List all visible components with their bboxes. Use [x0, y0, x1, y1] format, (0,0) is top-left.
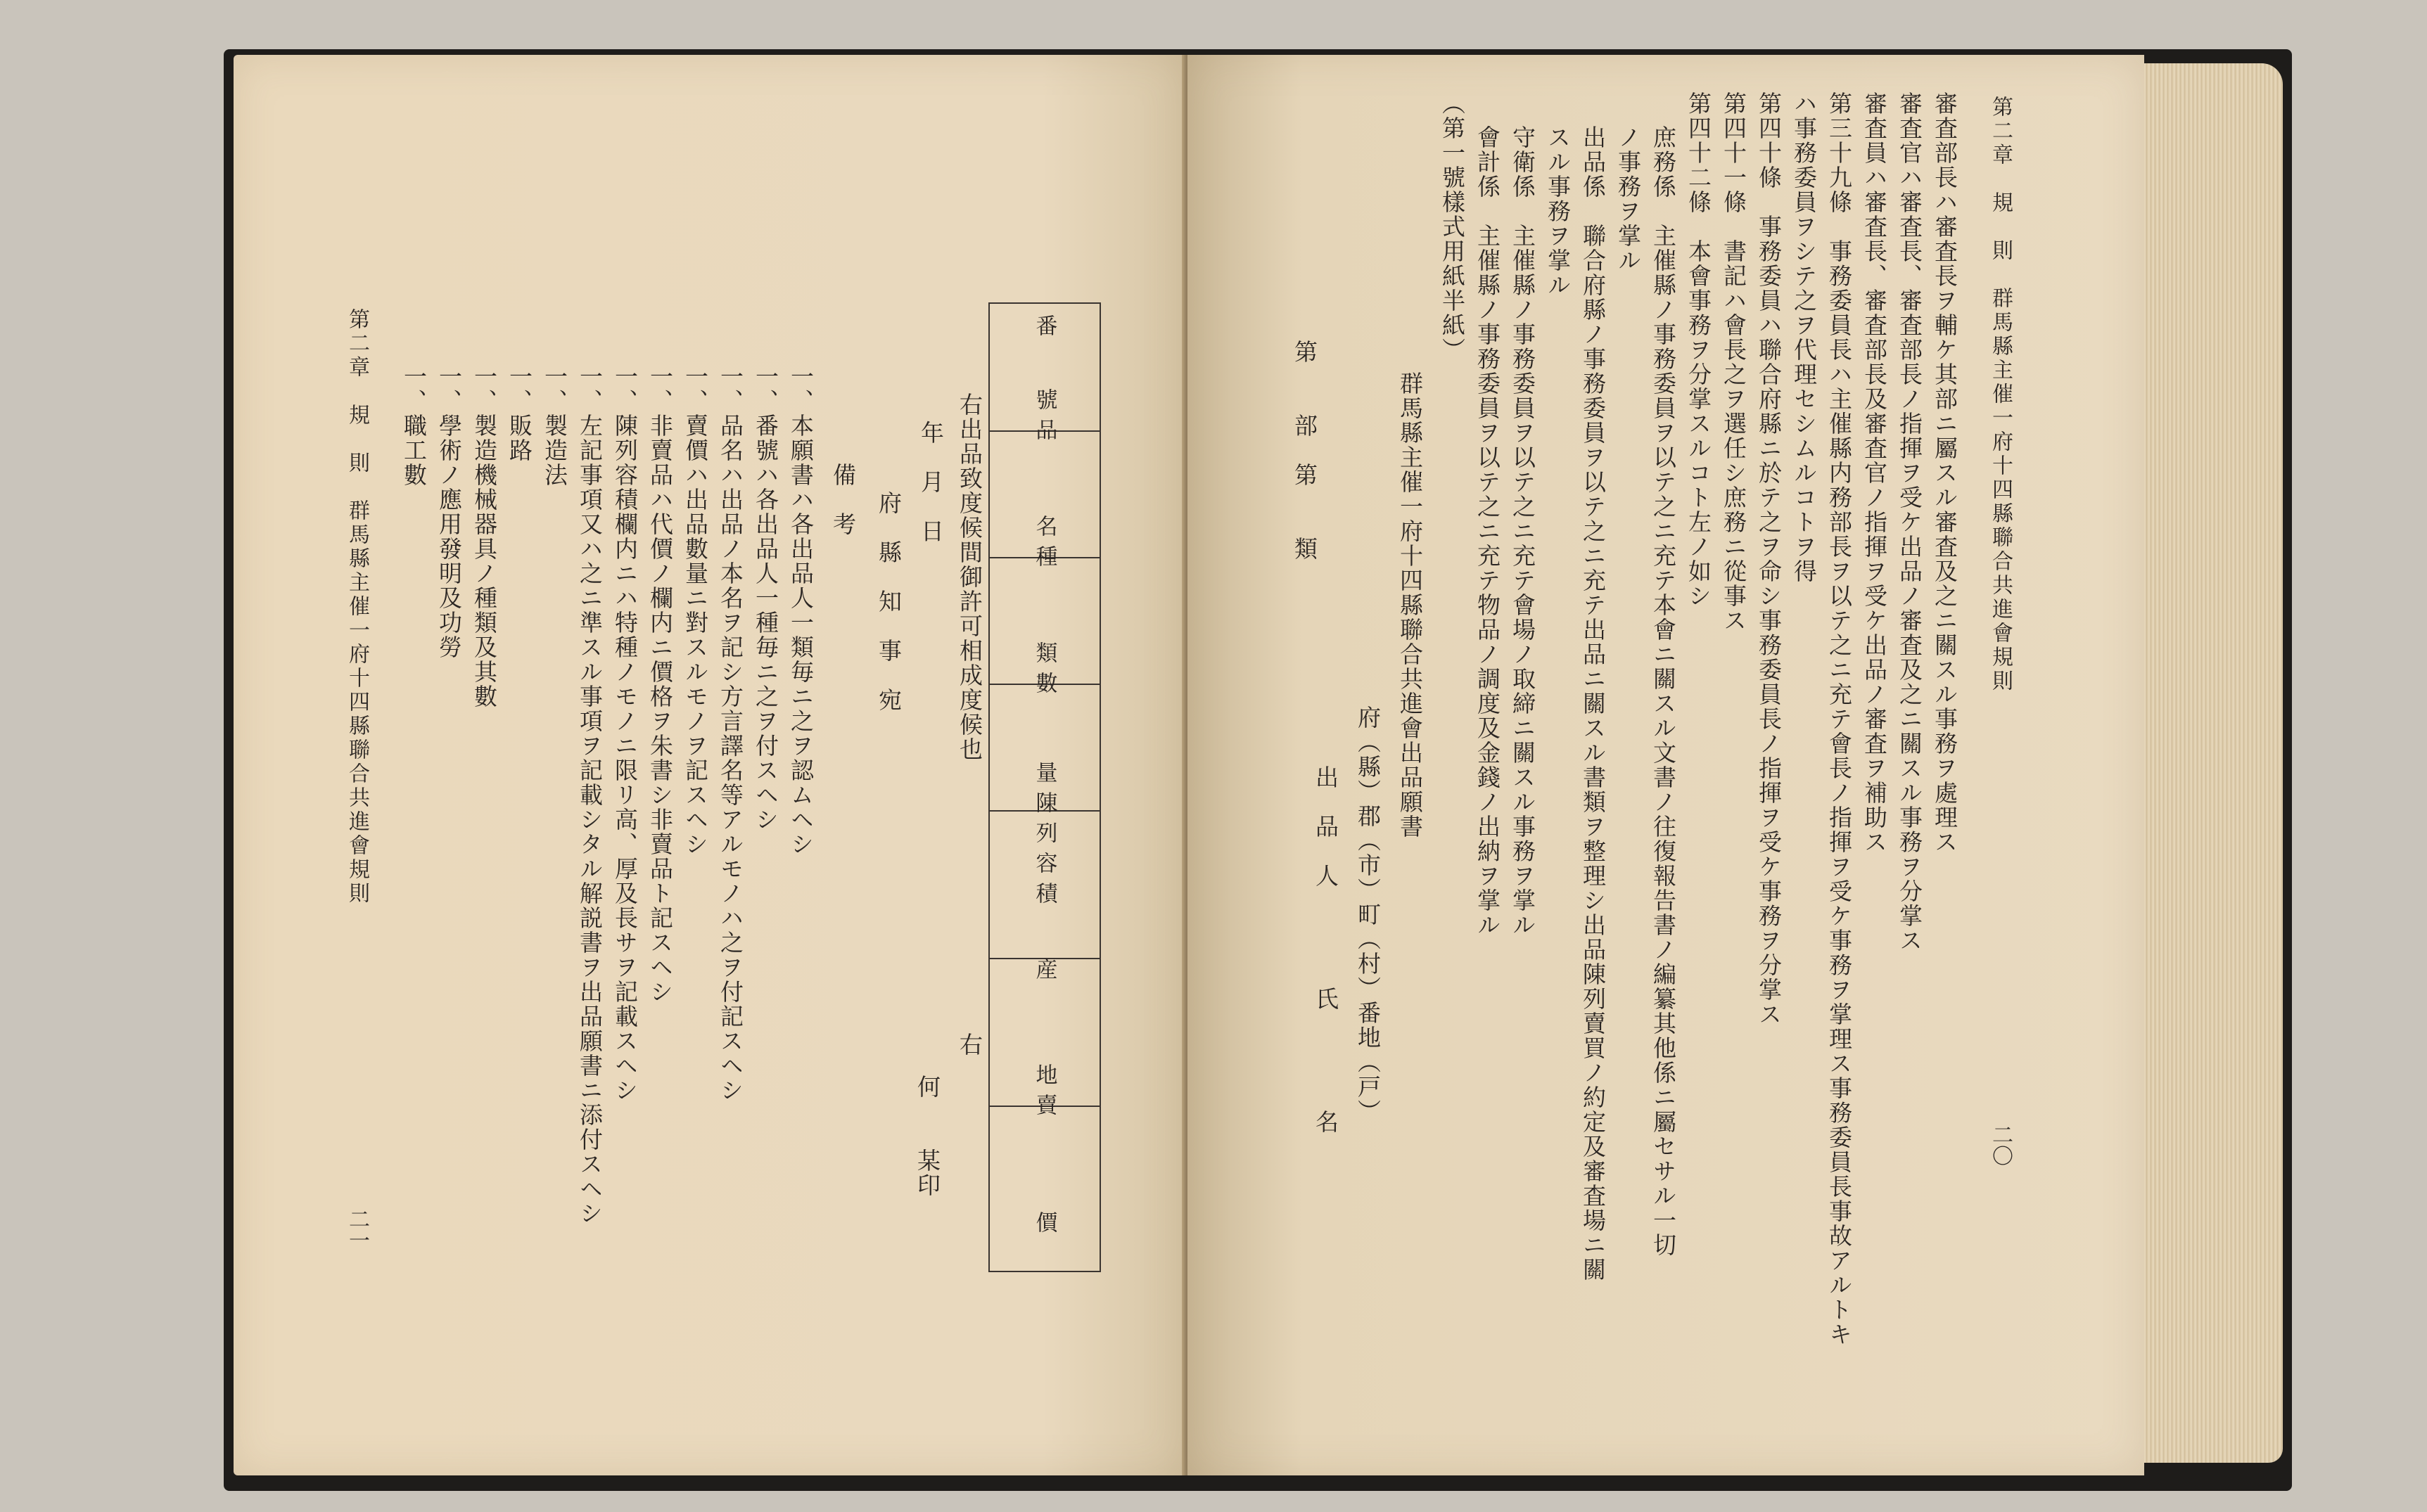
note-item: 一、本願書ハ各出品人一類毎ニ之ヲ認ムヘシ [787, 364, 815, 857]
table-header-cell: 地賣 [1031, 1063, 1057, 1124]
regulation-line: 庶務係 主催縣ノ事務委員ヲ以テ之ニ充テ本會ニ關スル文書ノ往復報告書ノ編纂其他係ニ屬セサル一切 [1650, 125, 1677, 1257]
regulation-line: スル事務ヲ掌ル [1544, 125, 1572, 297]
regulation-line: ハ事務委員ヲシテ之ヲ代理セシムルコトヲ得 [1790, 91, 1818, 584]
left-page-number: 二一 [345, 1208, 369, 1250]
addressee: 府 縣 知 事 宛 [875, 491, 903, 712]
note-item: 一、陳列容積欄内ニハ特種ノモノニ限リ高、厚及長サヲ記載スヘシ [611, 364, 639, 1103]
regulation-line: 守衛係 主催縣ノ事務委員ヲ以テ之ニ充テ會場ノ取締ニ關スル事務ヲ掌ル [1509, 125, 1536, 937]
address-line: 府（縣）郡（市）町（村）番地（戸） [1354, 705, 1382, 1124]
note-item: 一、左記事項又ハ之ニ準スル事項ヲ記載シタル解説書ヲ出品願書ニ添付スヘシ [576, 364, 604, 1226]
regulation-line: 第四十二條 本會事務ヲ分掌スルコト左ノ如シ [1685, 91, 1712, 608]
note-item: 一、番號ハ各出品人一種毎ニ之ヲ付スヘシ [752, 364, 779, 832]
regulation-line: 審査官ハ審査長、審査部長ノ指揮ヲ受ケ出品ノ審査及之ニ關スル事務ヲ分掌ス [1896, 91, 1923, 953]
regulation-line: 會計係 主催縣ノ事務委員ヲ以テ之ニ充テ物品ノ調度及金錢ノ出納ヲ掌ル [1474, 125, 1501, 937]
regulation-line: 第三十九條 事務委員長ハ主催縣内務部長ヲ以テ之ニ充テ會長ノ指揮ヲ受ケ事務ヲ掌理ス事務委員長事故アルトキ [1826, 91, 1853, 1347]
right-running-header: 第二章 規 則 群馬縣主催一府十四縣聯合共進會規則 [1988, 96, 2013, 693]
table-header-cell: 號品 [1031, 388, 1057, 449]
table-header-cell: 量陳列容積 [1031, 761, 1057, 912]
category-line: 第 部 第 類 [1291, 340, 1318, 561]
table-header-cell: 名種 [1031, 515, 1057, 575]
regulation-line: 第四十條 事務委員ハ聯合府縣ニ於テ之ヲ命シ事務委員長ノ指揮ヲ受ケ事務ヲ分掌ス [1755, 91, 1783, 1027]
date-line: 年 月 日 [917, 421, 945, 544]
left-page [234, 55, 1185, 1475]
table-header-cell: 類數 [1031, 641, 1057, 702]
note-item: 一、賣價ハ出品數量ニ對スルモノヲ記スヘシ [682, 364, 709, 857]
right-page-number: 二〇 [1988, 1124, 2013, 1166]
note-item: 一、品名ハ出品ノ本名ヲ記シ方言譯名等アルモノハ之ヲ付記スヘシ [717, 364, 744, 1103]
table-header-cell: 産 [1031, 958, 1057, 988]
note-item: 一、學術ノ應用發明及功勞 [435, 364, 463, 660]
table-header-cell: 番 [1031, 314, 1057, 345]
exhibitor-line: 出 品 人 氏 名 [1312, 765, 1339, 1134]
form-title: 群馬縣主催一府十四縣聯合共進會出品願書 [1396, 371, 1424, 839]
note-item: 一、製造機械器具ノ種類及其數 [471, 364, 498, 709]
regulation-line: ノ事務ヲ掌ル [1614, 125, 1642, 273]
applicant-migi: 右 [956, 1032, 983, 1057]
page-edges [2139, 63, 2283, 1463]
table-header-cell: 價 [1031, 1211, 1057, 1241]
regulation-line: 審査部長ハ審査長ヲ輔ケ其部ニ屬スル審査及之ニ關スル事務ヲ處理ス [1931, 91, 1958, 854]
right-page [1187, 55, 2144, 1475]
regulation-line: 出品係 聯合府縣ノ事務委員ヲ以テ之ニ充テ出品ニ關スル書類ヲ整理シ出品陳列賣買ノ約定及審査場ニ關 [1579, 125, 1607, 1282]
application-line: 右出品致度候間御許可相成度候也 [956, 392, 983, 762]
applicant-name: 何 某印 [914, 1075, 941, 1198]
left-running-header: 第二章 規 則 群馬縣主催一府十四縣聯合共進會規則 [345, 308, 369, 906]
form-table [988, 302, 1101, 1272]
regulation-line: 審査員ハ審査長、審査部長及審査官ノ指揮ヲ受ケ出品ノ審査ヲ補助ス [1861, 91, 1888, 854]
biko-heading: 備 考 [829, 463, 857, 537]
note-item: 一、製造法 [541, 364, 568, 487]
note-item: 一、販路 [506, 364, 533, 463]
note-item: 一、職工數 [400, 364, 428, 487]
regulation-line: 第四十一條 書記ハ會長之ヲ選任シ庶務ニ從事ス [1720, 91, 1747, 633]
form-spec-note: （第一號樣式用紙半紙） [1439, 91, 1466, 362]
note-item: 一、非賣品ハ代價ノ欄内ニ價格ヲ朱書シ非賣品ト記スヘシ [646, 364, 674, 1004]
